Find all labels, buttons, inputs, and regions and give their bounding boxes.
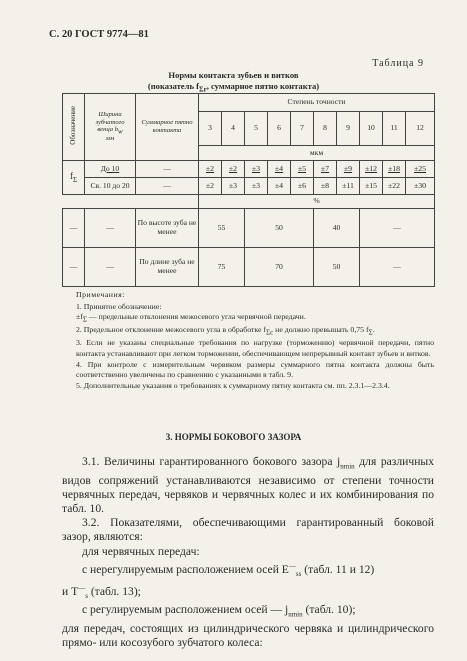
total-row2: — [136,178,199,195]
para-3-2: 3.2. Показателями, обеспечивающими гарантированный боковой зазор, являются: [62,516,434,544]
tol-cell: ±15 [360,178,383,195]
note-5: 5. Дополнительные указания о требованиях к суммарному пятну контакта см. пп. 2.3.1—2.3.4. [76,380,390,390]
para-regulated: с регулируемым расположением осей — $j_{nmin}$ (табл. 10); [82,603,356,619]
pct-cell: 55 [199,209,245,248]
width-row4: — [85,248,136,287]
para-3-1: 3.1. Величины гарантированного бокового зазора $j_{nmin}$ для различных видов сопряжений устанавливаются независимо от степени точности червячных передач, червяков и червячных колес и их комбинирования по табл. 10. [62,455,434,515]
table-title: Нормы контакта зубьев и витков [168,70,299,80]
tol-cell: ±2 [199,178,222,195]
pct-cell: — [360,248,435,287]
tol-cell: ±9 [337,161,360,178]
total-row3: По высоте зуба не менее [136,209,199,248]
table-label: Таблица 9 [372,58,424,69]
page-number: С. 20 [49,29,73,40]
section-title: 3. НОРМЫ БОКОВОГО ЗАЗОРА [165,432,302,442]
para-last: для передач, состоящих из цилиндрического червяка и цилиндрического прямо- или косозубого зубчатого колеса: [62,622,434,650]
page-header [49,29,149,40]
width-header: Ширина зубчатого венца $b_w$ мм [85,94,136,161]
tol-cell: ±25 [406,161,435,178]
para-and-ts: и $T^—_s$ (табл. 13); [62,584,141,601]
grade-5: 5 [245,112,268,146]
tol-cell: ±2 [222,161,245,178]
unit-um: мкм [199,146,435,161]
note-1: 1. Принятое обозначение: [76,301,162,311]
tol-cell: ±3 [222,178,245,195]
total-contact-header: Суммарное пятно контакта [136,94,199,161]
tol-cell: ±3 [245,178,268,195]
tol-cell: ±4 [268,178,291,195]
tol-cell: ±11 [337,178,360,195]
designation-header: Обозначение [63,94,85,161]
tol-cell: ±7 [314,161,337,178]
contact-norms-table [62,93,435,287]
grade-11: 11 [383,112,406,146]
para-unregulated: с нерегулируемым расположением осей $E^—_{ss}$ (табл. 11 и 12) [82,561,375,578]
note-1b: $\pm f_\Sigma$ — предельные отклонения межосевого угла червячной передачи. [76,312,306,324]
pct-cell: — [360,209,435,248]
symbol-row4: — [63,248,85,287]
tol-cell: ±8 [314,178,337,195]
tol-cell: ±30 [406,178,435,195]
grade-3: 3 [199,112,222,146]
body-text [62,455,434,650]
grade-7: 7 [291,112,314,146]
grade-12: 12 [406,112,435,146]
grade-9: 9 [337,112,360,146]
grade-8: 8 [314,112,337,146]
unit-percent: % [199,195,435,209]
width-row1: До 10 [85,161,136,178]
width-row2: Св. 10 до 20 [85,178,136,195]
tol-cell: ±4 [268,161,291,178]
pct-cell: 40 [314,209,360,248]
notes-block [76,290,434,391]
standard-number: ГОСТ 9774—81 [74,29,149,40]
total-row4: По длине зуба не менее [136,248,199,287]
table-subtitle: (показатель $f_{\Sigma r}$, суммарное пятно контакта) [147,81,320,94]
width-row3: — [85,209,136,248]
tol-cell: ±2 [199,161,222,178]
note-4: 4. При контроле с измерительным червяком размеры суммарного пятна контакта должны быть соответственно увеличены по сравнению с указанными в табл. 9. [76,359,434,380]
grade-6: 6 [268,112,291,146]
note-2: 2. Предельное отклонение межосевого угла в обработке $f_{\Sigma c}$ не должно превышать 0,75 $f_\Sigma$. [76,325,375,337]
tol-cell: ±12 [360,161,383,178]
pct-cell: 70 [245,248,314,287]
tol-cell: ±18 [383,161,406,178]
tol-cell: ±5 [291,161,314,178]
notes-title: Примечания: [76,290,125,299]
symbol-row3: — [63,209,85,248]
tol-cell: ±3 [245,161,268,178]
tol-cell: ±6 [291,178,314,195]
degree-header: Степень точности [199,94,435,112]
pct-cell: 75 [199,248,245,287]
grade-10: 10 [360,112,383,146]
note-3: 3. Если не указаны специальные требования по нагрузке (торможению) червячной передачи, пятно контакта устанавливают при легком торможении, обеспечивающем непрерывный контакт зубьев и витков. [76,338,434,359]
grade-4: 4 [222,112,245,146]
tol-cell: ±22 [383,178,406,195]
pct-cell: 50 [314,248,360,287]
pct-cell: 50 [245,209,314,248]
para-for-worm: для червячных передач: [82,544,200,558]
total-row1: — [136,161,199,178]
symbol-f-sigma: $f_\Sigma$ [63,161,85,195]
